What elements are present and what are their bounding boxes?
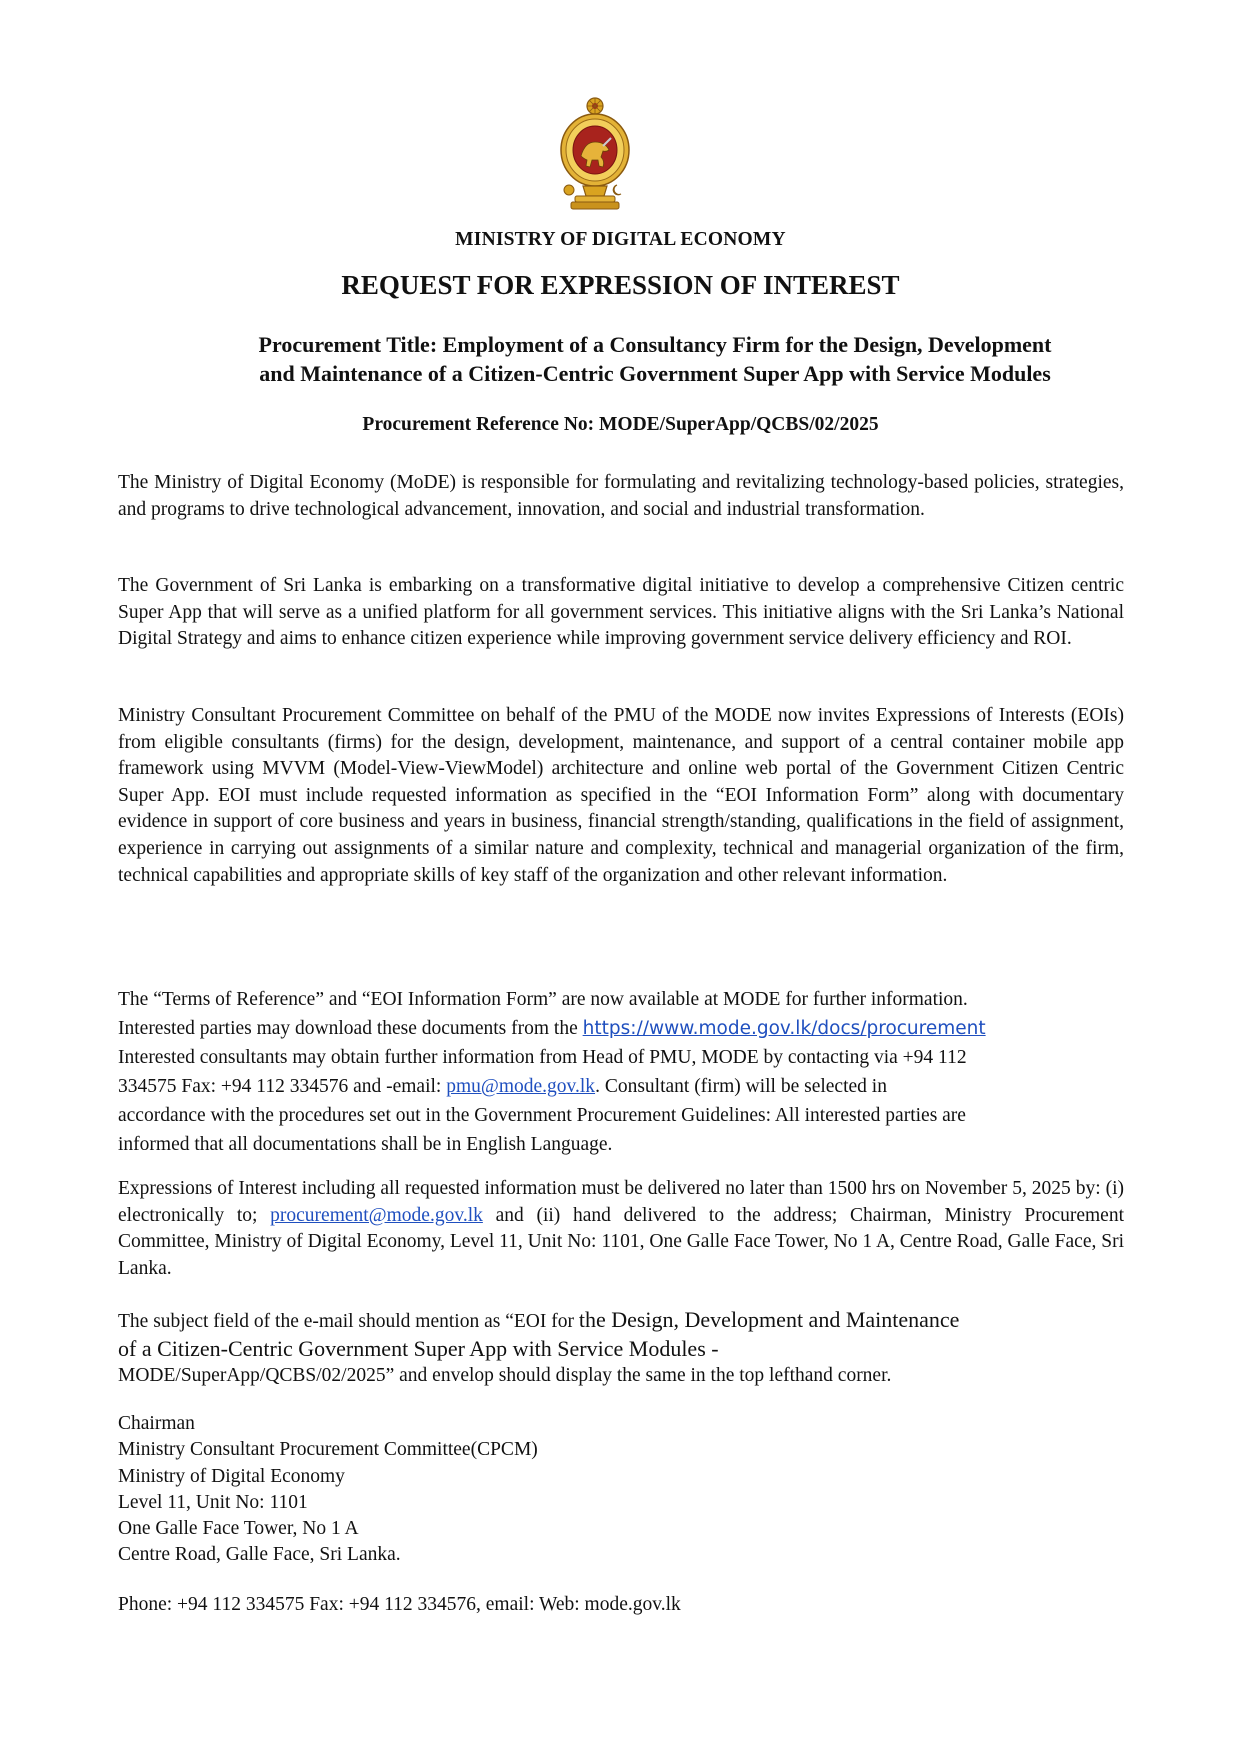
procurement-reference: Procurement Reference No: MODE/SuperApp/QCBS/02/2025 bbox=[362, 414, 879, 435]
documents-line-6: informed that all documentations shall be in English Language. bbox=[118, 1134, 613, 1155]
contact-details: Phone: +94 112 334575 Fax: +94 112 334576, email: Web: mode.gov.lk bbox=[118, 1594, 681, 1615]
document-title: REQUEST FOR EXPRESSION OF INTEREST bbox=[341, 270, 900, 300]
paragraph-eoi-invitation: Ministry Consultant Procurement Committee on behalf of the PMU of the MODE now invites Expressions of Interests (EOIs) from eligible consultants (firms) for the design, development, maintenance, and support of a central container mobile app framework using MVVM (Model-View-ViewModel) architecture and online web portal of the Government Citizen Centric Super App. EOI must include requested information as specified in the “EOI Information Form” along with documentary evidence in support of core business and years in business, financial strength/standing, qualifications in the field of assignment, experience in carrying out assignments of a similar nature and complexity, technical and managerial organization of the firm, technical capabilities and appropriate skills of key staff of the organization and other relevant information. bbox=[118, 705, 1124, 886]
deadline-text-before: Expressions of Interest including all requested information must be delivered no later than 1500 hrs on November 5, 2025 by: (i) electronically to; bbox=[118, 1178, 1124, 1226]
subject-line-1 bbox=[118, 1306, 1124, 1335]
procurement-email-link[interactable]: procurement@mode.gov.lk bbox=[270, 1204, 483, 1226]
procurement-title-line-2: and Maintenance of a Citizen-Centric Government Super App with Service Modules bbox=[259, 361, 1051, 386]
signature-line: One Galle Face Tower, No 1 A bbox=[118, 1518, 359, 1540]
deadline-text-after: and (ii) hand delivered to the address; Chairman, Ministry Procurement Committee, Ministry of Digital Economy, Level 11, Unit No: 1101, One Galle Face Tower, No 1 A, Centre Road, Galle Face, Sri Lanka. bbox=[118, 1204, 1124, 1279]
subject-line-1-b: the Design, Development and Maintenance bbox=[578, 1307, 960, 1332]
signature-block bbox=[118, 1411, 538, 1569]
signature-line: Level 11, Unit No: 1101 bbox=[118, 1491, 308, 1513]
documents-line-4 bbox=[118, 1072, 1124, 1101]
documents-line-4-after: . Consultant (firm) will be selected in bbox=[595, 1076, 887, 1097]
subject-line-3: MODE/SuperApp/QCBS/02/2025” and envelop should display the same in the top lefthand corner. bbox=[118, 1365, 892, 1386]
paragraph-submission-deadline bbox=[118, 1176, 1124, 1282]
signature-line: Ministry of Digital Economy bbox=[118, 1465, 345, 1487]
procurement-title bbox=[190, 330, 1120, 388]
paragraph-super-app-initiative: The Government of Sri Lanka is embarking on a transformative digital initiative to develop a comprehensive Citizen centric Super App that will serve as a unified platform for all government services. This initiative aligns with the Sri Lanka’s National Digital Strategy and aims to enhance citizen experience while improving government service delivery efficiency and ROI. bbox=[118, 575, 1124, 650]
signature-line: Ministry Consultant Procurement Committee(CPCM) bbox=[118, 1439, 538, 1461]
procurement-docs-link[interactable]: https://www.mode.gov.lk/docs/procurement bbox=[582, 1018, 986, 1039]
sri-lanka-emblem-icon bbox=[557, 94, 633, 212]
paragraph-documents-availability bbox=[118, 985, 1124, 1159]
subject-line-1-a: The subject field of the e-mail should mention as “EOI for bbox=[118, 1311, 579, 1332]
signature-line: Centre Road, Galle Face, Sri Lanka. bbox=[118, 1544, 401, 1566]
documents-line-2-text: Interested parties may download these documents from the bbox=[118, 1018, 583, 1039]
paragraph-email-subject bbox=[118, 1306, 1124, 1389]
pmu-email-link[interactable]: pmu@mode.gov.lk bbox=[446, 1076, 596, 1097]
documents-line-1: The “Terms of Reference” and “EOI Information Form” are now available at MODE for further information. bbox=[118, 989, 968, 1010]
subject-line-2: of a Citizen-Centric Government Super App with Service Modules - bbox=[118, 1336, 719, 1361]
documents-line-4-text: 334575 Fax: +94 112 334576 and -email: bbox=[118, 1076, 447, 1097]
ministry-name: MINISTRY OF DIGITAL ECONOMY bbox=[455, 229, 786, 250]
procurement-title-line-1: Procurement Title: Employment of a Consultancy Firm for the Design, Development bbox=[258, 332, 1052, 357]
documents-line-2 bbox=[118, 1014, 1124, 1043]
documents-line-3: Interested consultants may obtain further information from Head of PMU, MODE by contacting via +94 112 bbox=[118, 1047, 967, 1068]
documents-line-5: accordance with the procedures set out in the Government Procurement Guidelines: All interested parties are bbox=[118, 1105, 966, 1126]
signature-line: Chairman bbox=[118, 1413, 195, 1434]
paragraph-mode-responsibility: The Ministry of Digital Economy (MoDE) is responsible for formulating and revitalizing technology-based policies, strategies, and programs to drive technological advancement, innovation, and social and industrial transformation. bbox=[118, 472, 1124, 520]
